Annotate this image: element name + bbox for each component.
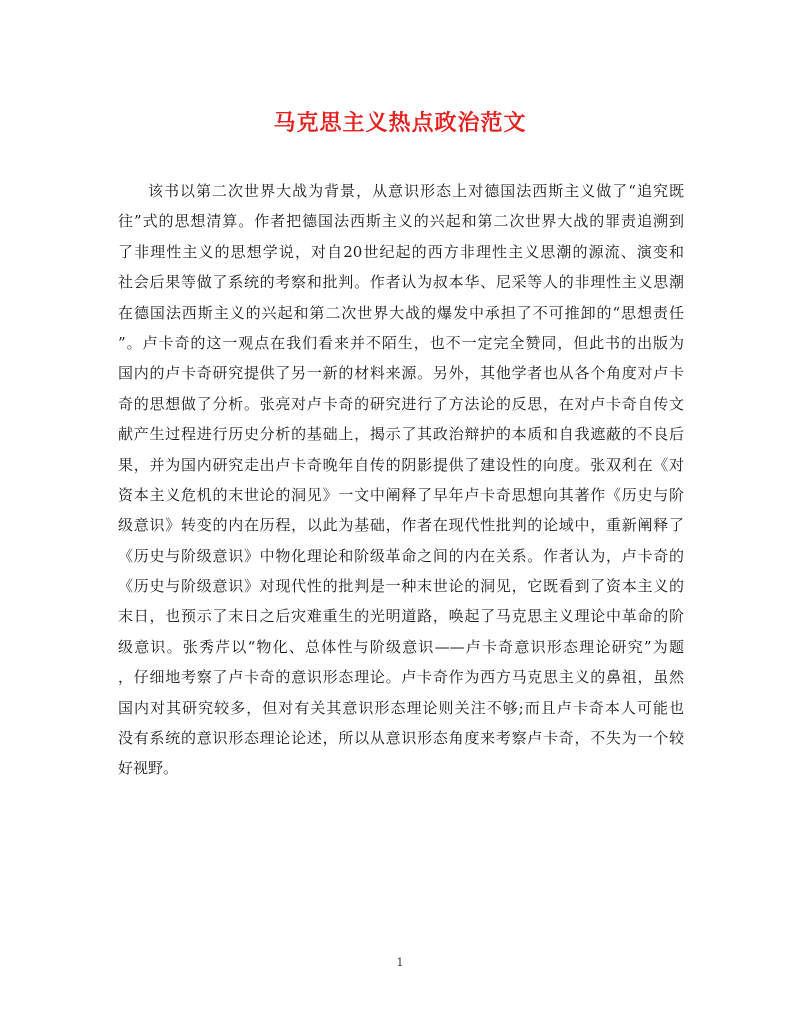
body-paragraph [118,176,684,784]
paragraph-line: 级意识。张秀芹以“物化、总体性与阶级意识——卢卡奇意识形态理论研究”为题 [118,637,684,656]
page-number: 1 [396,956,404,969]
paragraph-line: 好视野。 [118,759,179,778]
paragraph-line: 了非理性主义的思想学说，对自20世纪起的西方非理性主义思潮的源流、演变和 [118,242,684,261]
paragraph-line: 奇的思想做了分析。张亮对卢卡奇的研究进行了方法论的反思，在对卢卡奇自传文 [118,394,684,413]
paragraph-line: 在德国法西斯主义的兴起和第二次世界大战的爆发中承担了不可推卸的“思想责任 [118,303,684,322]
paragraph-line: 往”式的思想清算。作者把德国法西斯主义的兴起和第二次世界大战的罪责追溯到 [118,212,684,231]
paragraph-line: 国内的卢卡奇研究提供了另一新的材料来源。另外，其他学者也从各个角度对卢卡 [118,364,684,383]
document-title: 马克思主义热点政治范文 [273,110,527,136]
paragraph-line: 没有系统的意识形态理论论述，所以从意识形态角度来考察卢卡奇，不失为一个较 [118,729,684,748]
paragraph-line: 社会后果等做了系统的考察和批判。作者认为叔本华、尼采等人的非理性主义思潮 [118,273,684,292]
paragraph-line: 国内对其研究较多，但对有关其意识形态理论则关注不够;而且卢卡奇本人可能也 [118,698,684,717]
paragraph-line: 末日，也预示了末日之后灾难重生的光明道路，唤起了马克思主义理论中革命的阶 [118,607,684,626]
paragraph-line: 《历史与阶级意识》对现代性的批判是一种末世论的洞见，它既看到了资本主义的 [118,577,684,596]
paragraph-line: 资本主义危机的末世论的洞见》一文中阐释了早年卢卡奇思想向其著作《历史与阶 [118,485,684,504]
paragraph-line: 献产生过程进行历史分析的基础上，揭示了其政治辩护的本质和自我遮蔽的不良后 [118,425,684,444]
paragraph-line: 该书以第二次世界大战为背景，从意识形态上对德国法西斯主义做了“追究既 [148,182,684,200]
paragraph-line: ”。卢卡奇的这一观点在我们看来并不陌生，也不一定完全赞同，但此书的出版为 [118,333,684,352]
paragraph-line: 《历史与阶级意识》中物化理论和阶级革命之间的内在关系。作者认为，卢卡奇的 [118,546,684,565]
paragraph-line: 级意识》转变的内在历程，以此为基础，作者在现代性批判的论域中，重新阐释了 [118,516,684,535]
paragraph-line: ，仔细地考察了卢卡奇的意识形态理论。卢卡奇作为西方马克思主义的鼻祖，虽然 [118,668,684,687]
paragraph-line: 果，并为国内研究走出卢卡奇晚年自传的阴影提供了建设性的向度。张双利在《对 [118,455,684,474]
